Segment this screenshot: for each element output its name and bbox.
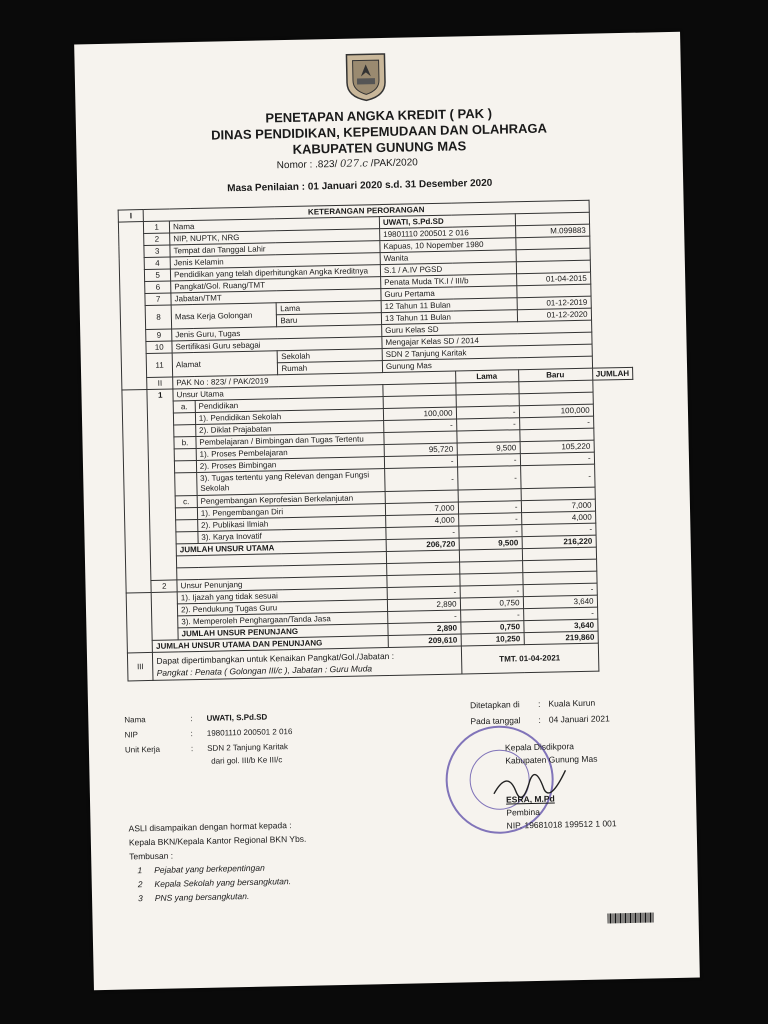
field-label: Tempat dan Tanggal Lahir xyxy=(170,241,380,257)
table-row: c. Pengembangan Keprofesian Berkelanjutan xyxy=(124,486,635,509)
field-label: Masa Kerja Golongan xyxy=(171,303,277,329)
field-label: Sertifikasi Guru sebagai xyxy=(172,337,382,353)
table-row: 10 Sertifikasi Guru sebagai Mengajar Kelas SD / 2014 xyxy=(121,331,632,354)
field-value: Gunung Mas xyxy=(382,356,592,372)
table-row: Baru 13 Tahun 11 Bulan 01-12-2020 xyxy=(120,307,631,330)
table-row: 2). Publikasi Ilmiah 4,000 - 4,000 xyxy=(125,510,636,533)
table-row: 1). Pendidikan Sekolah 100,000 - 100,000 xyxy=(122,403,633,426)
recommendation-line1: Dapat dipertimbangkan untuk Kenaikan Pangkat/Gol./Jabatan : xyxy=(156,650,395,666)
table-row: 3). Karya Inovatif - - - xyxy=(125,522,636,545)
decision-details: Ditetapkan di : Kuala Kurun Pada tanggal : 04 Januari 2021 xyxy=(469,697,610,727)
field-value: SDN 2 Tanjung Karitak xyxy=(382,344,592,360)
table-row: 3 Tempat dan Tanggal Lahir Kapuas, 10 Nopember 1980 xyxy=(119,235,630,258)
table-row: a. Pendidikan xyxy=(122,391,633,414)
document-number xyxy=(277,157,418,171)
table-row: 8 Masa Kerja Golongan Lama 12 Tahun 11 Bulan 01-12-2019 xyxy=(120,295,631,318)
table-row: 1). Pengembangan Diri 7,000 - 7,000 xyxy=(124,498,635,521)
doc-title-line2: DINAS PENDIDIKAN, KEPEMUDAAN DAN OLAHRAGA xyxy=(211,120,548,143)
table-row: 11 Alamat Sekolah SDN 2 Tanjung Karitak xyxy=(121,343,632,366)
table-row: 1 Unsur Utama xyxy=(122,379,633,402)
section-heading: KETERANGAN PERORANGAN xyxy=(143,200,588,221)
table-row: 1 Nama UWATI, S.Pd.SD xyxy=(118,211,629,234)
field-value: Guru Pertama xyxy=(381,286,517,301)
distribution-list: ASLI disampaikan dengan hormat kepada : Kepala BKN/Kepala Kantor Regional BKN Ybs. Tembusan : 1 Pejabat yang berkepentingan 2 Kepala Sekolah yang bersangkutan. 3 PNS yang bersangkutan. xyxy=(128,820,307,904)
doc-title-line3: KABUPATEN GUNUNG MAS xyxy=(292,138,467,157)
field-label: Pendidikan yang telah diperhitungkan Angka Kreditnya xyxy=(170,265,380,281)
table-row: 5 Pendidikan yang telah diperhitungkan Angka Kreditnya S.1 / A.IV PGSD xyxy=(119,259,630,282)
table-row: 1). Ijazah yang tidak sesuai - - - xyxy=(126,582,637,605)
table-row: 2). Proses Bimbingan - - - xyxy=(123,451,634,474)
section-number: III xyxy=(127,652,153,681)
col-header-jumlah: JUMLAH xyxy=(592,367,633,380)
table-row: 2). Pendukung Tugas Guru 2,890 0,750 3,640 xyxy=(126,594,637,617)
field-value: 12 Tahun 11 Bulan xyxy=(381,298,517,313)
barcode xyxy=(607,913,653,924)
person-summary: Nama : UWATI, S.Pd.SD NIP : 19801110 200501 2 016 Unit Kerja : SDN 2 Tanjung Karitak dari gol. III/b Ke III/c xyxy=(124,712,293,766)
table-row: 3). Memperoleh Penghargaan/Tanda Jasa - - - xyxy=(127,606,638,629)
assessment-period: Masa Penilaian : 01 Januari 2020 s.d. 31 Desember 2020 xyxy=(227,177,493,195)
pak-number: PAK No : 823/ / PAK/2019 xyxy=(173,371,456,389)
subtotal-row: JUMLAH UNSUR UTAMA 206,720 9,500 216,220 xyxy=(125,534,636,557)
field-value: UWATI, S.Pd.SD xyxy=(379,214,515,229)
table-row: 2). Diklat Prajabatan - - - xyxy=(123,415,634,438)
field-value: 19801110 200501 2 016 xyxy=(380,226,516,241)
nomor-value: .823/ xyxy=(314,158,338,171)
table-row: 7 Jabatan/TMT Guru Pertama xyxy=(120,283,631,306)
subtotal-row: JUMLAH UNSUR PENUNJANG 2,890 0,750 3,640 xyxy=(127,618,638,641)
field-label: Nama xyxy=(169,217,379,233)
field-label: Pangkat/Gol. Ruang/TMT xyxy=(171,277,381,293)
tmt-date: TMT. 01-04-2021 xyxy=(461,643,599,674)
table-row: 4 Jenis Kelamin Wanita xyxy=(119,247,630,270)
nomor-label: Nomor : xyxy=(276,159,313,172)
pak-table xyxy=(118,199,640,682)
field-value: Wanita xyxy=(380,250,516,265)
nomor-suffix: /PAK/2020 xyxy=(370,157,418,170)
field-value: Penata Muda TK.I / III/b xyxy=(381,274,517,289)
doc-title-line1: PENETAPAN ANGKA KREDIT ( PAK ) xyxy=(265,105,493,126)
col-header-lama: Lama xyxy=(455,370,518,383)
field-label: Alamat xyxy=(172,351,278,377)
table-row: 2 NIP, NUPTK, NRG 19801110 200501 2 016 M.099883 xyxy=(119,223,630,246)
col-header-baru: Baru xyxy=(518,368,592,382)
nomor-handwritten: 027.c xyxy=(339,158,369,170)
field-label: Jenis Guru, Tugas xyxy=(172,325,382,341)
table-row: 2 Unsur Penunjang xyxy=(126,570,637,593)
field-label: Jabatan/TMT xyxy=(171,289,381,305)
regency-emblem-icon xyxy=(342,50,389,103)
table-row: 9 Jenis Guru, Tugas Guru Kelas SD xyxy=(121,319,632,342)
recommendation-line2: Pangkat : Penata ( Golongan III/c ), Jabatan : Guru Muda xyxy=(156,662,373,678)
table-row: 6 Pangkat/Gol. Ruang/TMT Penata Muda TK.I / III/b 01-04-2015 xyxy=(120,271,631,294)
field-value: Guru Kelas SD xyxy=(382,320,592,336)
field-value: S.1 / A.IV PGSD xyxy=(380,262,516,277)
field-label: Jenis Kelamin xyxy=(170,253,380,269)
table-row: Rumah Gunung Mas xyxy=(121,355,632,378)
field-value: Mengajar Kelas SD / 2014 xyxy=(382,332,592,348)
section-number: I xyxy=(118,210,144,223)
table-row: b. Pembelajaran / Bimbingan dan Tugas Tertentu xyxy=(123,427,634,450)
document-page xyxy=(74,32,700,990)
table-row: 1). Proses Pembelajaran 95,720 9,500 105,220 xyxy=(123,439,634,462)
field-label: NIP, NUPTK, NRG xyxy=(170,229,380,245)
signatory-block: Kepala Disdikpora Kabupaten Gunung Mas ESRA, M.Pd Pembina NIP. 19681018 199512 1 001 xyxy=(504,741,617,831)
section-number: II xyxy=(147,377,173,390)
grand-total-row: JUMLAH UNSUR UTAMA DAN PENUNJANG 209,610 10,250 219,860 xyxy=(127,630,638,653)
table-row: 3). Tugas tertentu yang Relevan dengan Fungsi Sekolah - - - xyxy=(124,463,635,497)
field-value: Kapuas, 10 Nopember 1980 xyxy=(380,238,516,253)
field-value: 13 Tahun 11 Bulan xyxy=(381,310,517,325)
